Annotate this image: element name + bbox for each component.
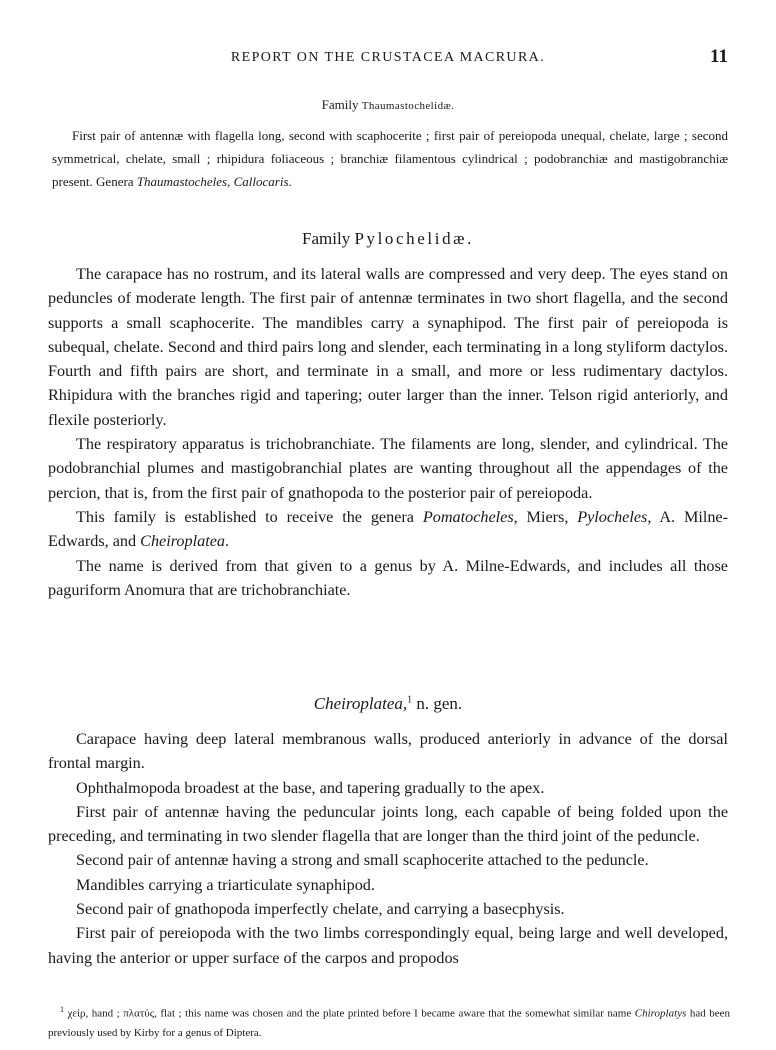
description-text: First pair of antennæ with flagella long, second with scaphocerite ; first pair of pereiopoda unequal, chelate, large ; second symmetrical, chelate, small ; rhipidura foliaceous ; branchiæ filamentous cylindrical ; podobranchiæ and mastigobranchiæ present. Genera bbox=[52, 128, 728, 189]
paragraph: The respiratory apparatus is trichobranchiate. The filaments are long, slender, and cylindrical. The podobranchial plumes and mastigobranchial plates are wanting throughout all the appendages of the percion, that is, from the first pair of gnathopoda to the posterior pair of pereiopoda. bbox=[48, 435, 728, 502]
thaumastochelidae-description bbox=[52, 124, 728, 193]
genus-name: Cheiroplatea bbox=[140, 532, 225, 551]
paragraph-text: . bbox=[224, 532, 230, 551]
family-name: Pylochelidæ. bbox=[354, 229, 474, 248]
family-name: Thaumastochelidæ. bbox=[361, 100, 455, 112]
family-pylochelidae-heading bbox=[0, 229, 776, 249]
genus-name: Cheiroplatea, bbox=[313, 694, 408, 713]
paragraph-text: This family is established to receive the genera bbox=[76, 507, 423, 526]
heading-prefix: Family bbox=[321, 97, 359, 112]
paragraph: Ophthalmopoda broadest at the base, and tapering gradually to the apex. bbox=[76, 778, 545, 797]
genus-name: Chiroplatys bbox=[634, 1007, 687, 1020]
running-head bbox=[48, 46, 728, 70]
genus-separator: , bbox=[227, 174, 234, 189]
genus-name: Pomatocheles bbox=[422, 507, 514, 526]
paragraph: Mandibles carrying a triarticulate synaphipod. bbox=[76, 875, 375, 894]
footnote-text: χείρ, hand ; πλατύς, flat ; this name was chosen and the plate printed before I became aware that the somewhat similar name bbox=[64, 1007, 635, 1020]
paragraph: The name is derived from that given to a genus by A. Milne-Edwards, and includes all those paguriform Anomura that are trichobranchiate. bbox=[48, 556, 728, 599]
paragraph bbox=[48, 505, 728, 554]
footnote-marker: 1 bbox=[407, 694, 413, 706]
paragraph: First pair of pereiopoda with the two limbs correspondingly equal, being large and well developed, having the anterior or upper surface of the carpos and propodos bbox=[48, 924, 728, 967]
paragraph: Second pair of antennæ having a strong and small scaphocerite attached to the peduncle. bbox=[76, 851, 649, 870]
paragraph: First pair of antennæ having the peduncular joints long, each capable of being folded upon the preceding, and terminating in two slender flagella that are longer than the third joint of the peduncle. bbox=[48, 802, 728, 846]
footnote-mark: 1 bbox=[60, 1005, 64, 1014]
pylochelidae-text bbox=[48, 262, 728, 602]
footnote bbox=[48, 1000, 730, 1043]
heading-prefix: Family bbox=[302, 229, 351, 248]
cheiroplatea-text bbox=[48, 727, 728, 970]
genus-name: Pylocheles bbox=[577, 507, 648, 526]
genus-name: Callocaris bbox=[233, 174, 289, 189]
paragraph: Second pair of gnathopoda imperfectly chelate, and carrying a basecphysis. bbox=[76, 900, 565, 919]
genus-name: Thaumastocheles bbox=[136, 174, 228, 189]
description-end: . bbox=[288, 174, 292, 189]
family-thaumastochelidae-heading bbox=[0, 97, 776, 113]
page-number: 11 bbox=[710, 46, 728, 67]
paragraph: The carapace has no rostrum, and its lateral walls are compressed and very deep. The eyes stand on peduncles of moderate length. The first pair of antennæ terminates in two short flagella, and the second supports a small scaphocerite. The mandibles carry a synaphipod. The first pair of pereiopoda is subequal, chelate. Second and third pairs long and slender, each terminating in a long styliform dactylos. Fourth and fifth pairs are short, and terminate in a small, and more or less rudimentary dactylos. Rhipidura with the branches rigid and tapering; outer larger than the inner. Telson rigid anteriorly, and flexile posteriorly. bbox=[48, 265, 728, 429]
paragraph: Carapace having deep lateral membranous walls, produced anteriorly in advance of the dorsal frontal margin. bbox=[48, 730, 728, 773]
genus-cheiroplatea-heading bbox=[0, 694, 776, 714]
heading-suffix: n. gen. bbox=[412, 694, 463, 713]
paragraph-text: , A. Milne-Edwards, and bbox=[48, 507, 729, 551]
paragraph-text: , Miers, bbox=[513, 507, 578, 526]
footnote-text: had been previously used by Kirby for a genus of Diptera. bbox=[48, 1007, 730, 1039]
running-title: REPORT ON THE CRUSTACEA MACRURA. bbox=[230, 50, 546, 65]
